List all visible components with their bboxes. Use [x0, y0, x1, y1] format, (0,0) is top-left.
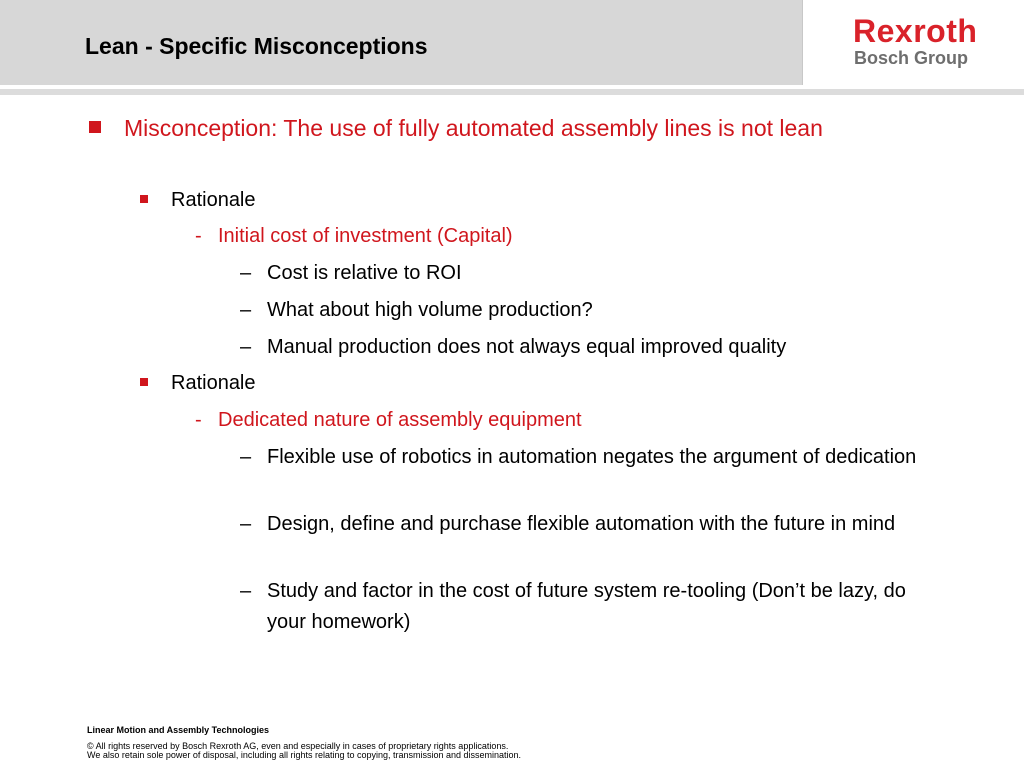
list-item-text: What about high volume production? [267, 299, 593, 321]
en-dash-bullet: – [240, 262, 252, 284]
list-item [240, 576, 940, 638]
list-item [240, 332, 940, 363]
en-dash-bullet: – [240, 336, 252, 358]
list-item-text: Design, define and purchase flexible automation with the future in mind [267, 513, 896, 535]
en-dash-bullet: – [240, 446, 252, 468]
footer-title: Linear Motion and Assembly Technologies [87, 725, 270, 735]
rationale-label: Rationale [171, 189, 256, 211]
rationale-point-text: Dedicated nature of assembly equipment [218, 409, 582, 431]
footer-rights-line: We also retain sole power of disposal, including all rights relating to copying, transmission and dissemination. [87, 750, 522, 760]
en-dash-bullet: – [240, 299, 252, 321]
list-item [240, 258, 940, 289]
square-bullet-icon [140, 378, 148, 386]
list-item-text: Manual production does not always equal improved quality [267, 336, 787, 358]
logo [802, 0, 1024, 85]
logo-subtitle: Bosch Group [854, 48, 969, 68]
rationale-bullet [140, 186, 256, 214]
misconception-text: Misconception: The use of fully automated assembly lines is not lean [124, 115, 823, 141]
list-item [240, 509, 940, 540]
rationale-point [195, 222, 513, 250]
square-bullet-icon [140, 195, 148, 203]
rationale-point [195, 406, 582, 434]
list-item [240, 295, 940, 326]
rationale-bullet [140, 369, 256, 397]
list-item-text: Cost is relative to ROI [267, 262, 462, 284]
list-item [240, 442, 940, 473]
square-bullet-icon [89, 121, 101, 133]
dash-bullet: - [195, 225, 202, 247]
list-item-text: Flexible use of robotics in automation negates the argument of dedication [267, 446, 917, 468]
dash-bullet: - [195, 409, 202, 431]
header-divider [0, 89, 1024, 95]
rationale-label: Rationale [171, 372, 256, 394]
en-dash-bullet: – [240, 580, 252, 602]
rationale-point-text: Initial cost of investment (Capital) [218, 225, 513, 247]
misconception-bullet [89, 113, 949, 144]
footer-rights-line: © All rights reserved by Bosch Rexroth AG, even and especially in cases of proprietary rights applications. [87, 741, 509, 751]
logo-name: Rexroth [853, 13, 978, 49]
list-item-text: Study and factor in the cost of future system re-tooling (Don’t be lazy, do your homework) [267, 580, 906, 633]
slide-title: Lean - Specific Misconceptions [85, 33, 428, 59]
en-dash-bullet: – [240, 513, 252, 535]
